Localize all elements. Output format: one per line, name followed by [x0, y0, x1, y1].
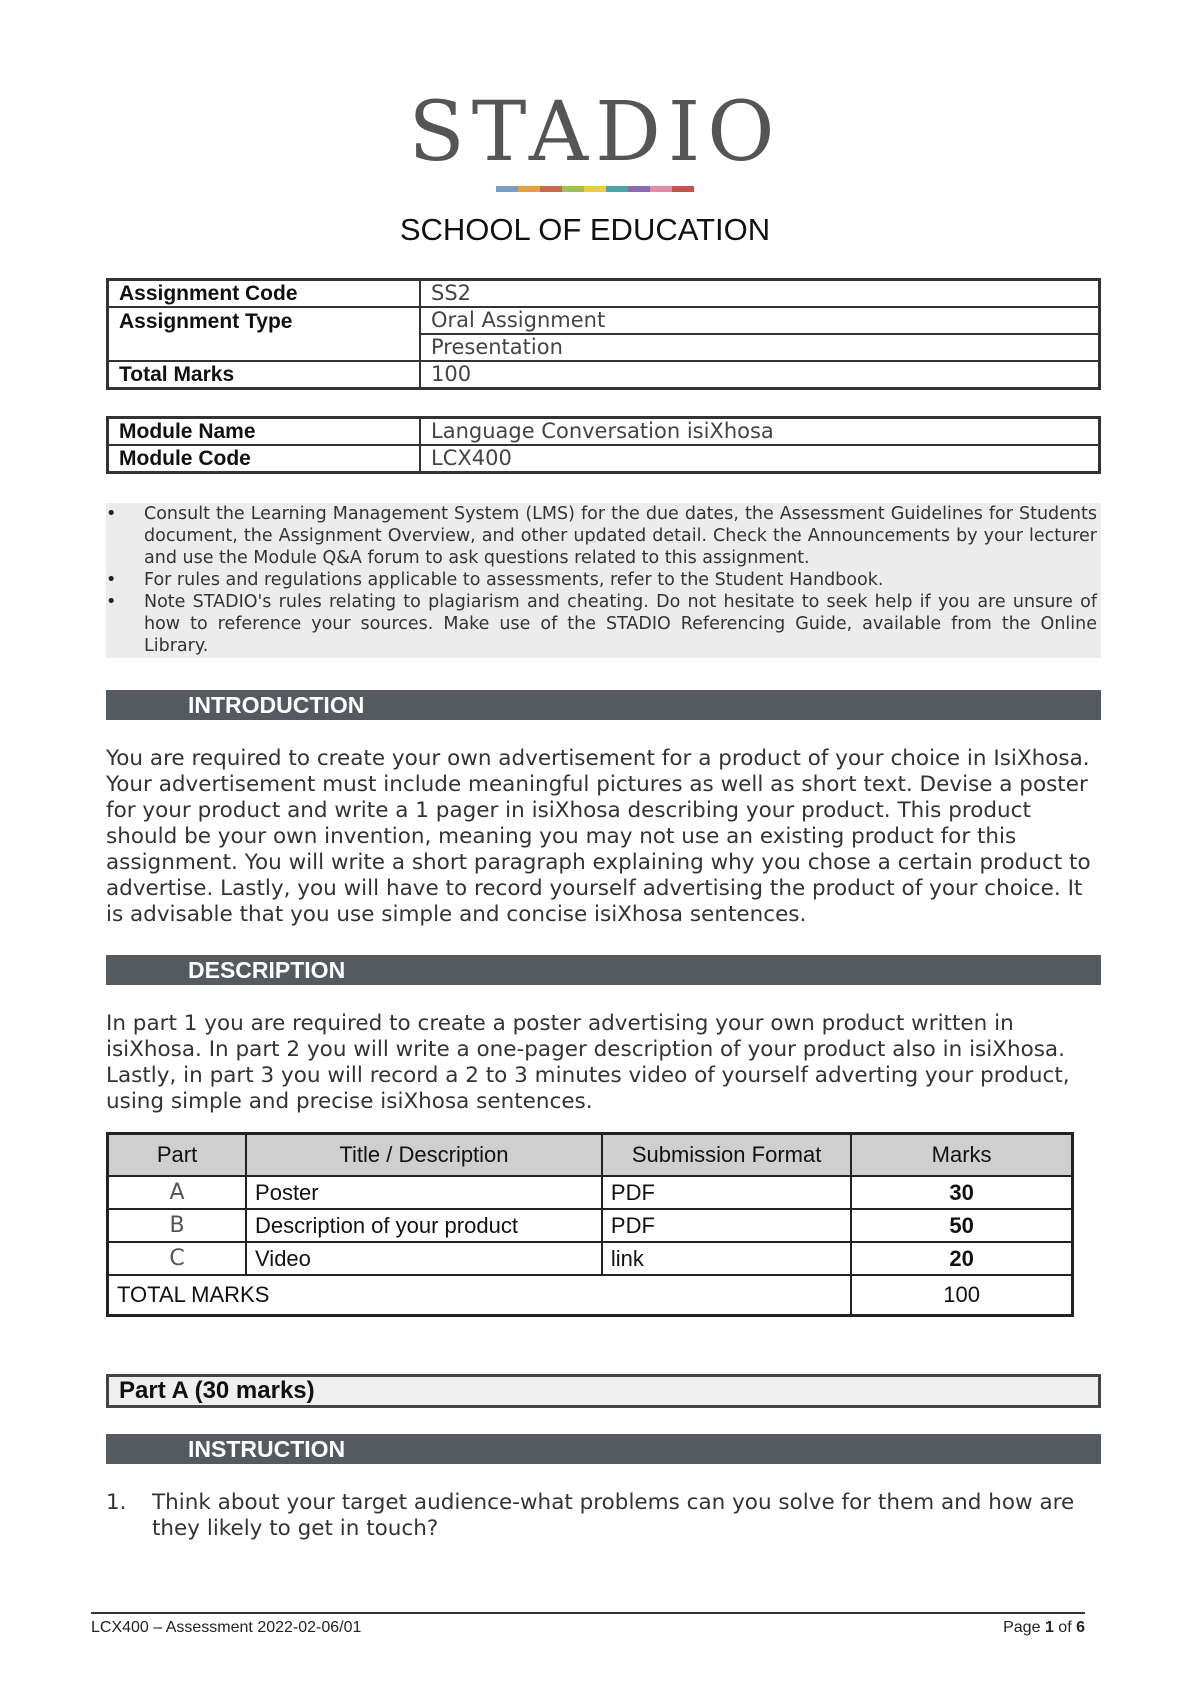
note-item: • Note STADIO's rules relating to plagiarism and cheating. Do not hesitate to seek help if you are unsure of how to reference your sources. Make use of the STADIO Referencing Guide, available from the Online Library.	[106, 591, 1101, 657]
row-title: Description of your product	[246, 1209, 602, 1242]
guidelines-notes	[106, 503, 1101, 658]
total-marks-value: 100	[420, 361, 1100, 389]
total-row	[108, 1275, 1073, 1316]
footer-divider	[91, 1612, 1085, 1614]
module-name-label: Module Name	[108, 418, 421, 446]
row-marks: 20	[851, 1242, 1072, 1275]
logo-color-stripe	[360, 186, 830, 192]
assignment-type-label-continued	[108, 334, 421, 361]
list-item-number: 1.	[106, 1490, 127, 1515]
assignment-type-label: Assignment Type	[108, 307, 421, 334]
marks-header-row	[108, 1134, 1073, 1177]
row-marks: 30	[851, 1176, 1072, 1209]
assignment-code-label: Assignment Code	[108, 280, 421, 308]
footer-document-ref: LCX400 – Assessment 2022-02-06/01	[91, 1619, 362, 1636]
footer-total-pages: 6	[1076, 1619, 1085, 1636]
table-row	[108, 1176, 1073, 1209]
row-title: Poster	[246, 1176, 602, 1209]
logo-stripe-segment	[650, 186, 672, 192]
footer-page-number	[900, 1619, 1085, 1637]
description-text: In part 1 you are required to create a poster advertising your own product written in isiXhosa. In part 2 you will write a one-pager description of your product also in isiXhosa. Lastly, in part 3 you will record a 2 to 3 minutes video of yourself adverting your product, using simple and precise isiXhosa sentences.	[106, 1011, 1070, 1114]
assignment-info-table	[106, 278, 1101, 390]
description-heading: DESCRIPTION	[106, 955, 1101, 985]
row-marks: 50	[851, 1209, 1072, 1242]
logo-stripe-segment	[606, 186, 628, 192]
footer-page-word: Page	[1003, 1619, 1041, 1636]
footer-current-page: 1	[1044, 1619, 1054, 1636]
logo-stripe-segment	[518, 186, 540, 192]
footer-of-word: of	[1058, 1619, 1072, 1636]
list-item-text: Think about your target audience-what problems can you solve for them and how are they likely to get in touch?	[152, 1490, 1075, 1541]
introduction-heading: INTRODUCTION	[106, 690, 1101, 720]
row-format: PDF	[602, 1176, 851, 1209]
logo-stripe-segment	[672, 186, 694, 192]
header-marks: Marks	[851, 1134, 1072, 1177]
header-title: Title / Description	[246, 1134, 602, 1177]
instruction-heading: INSTRUCTION	[106, 1434, 1101, 1464]
note-item: • For rules and regulations applicable to assessments, refer to the Student Handbook.	[106, 569, 1101, 591]
instruction-list	[106, 1490, 1101, 1542]
module-name-value: Language Conversation isiXhosa	[420, 418, 1100, 446]
note-item: • Consult the Learning Management System (LMS) for the due dates, the Assessment Guidelines for Students document, the Assignment Overview, and other updated detail. Check the Announcements by your lecturer and use the Module Q&A forum to ask questions related to this assignment.	[106, 503, 1101, 569]
module-info-table	[106, 416, 1101, 474]
assignment-code-value: SS2	[420, 280, 1100, 308]
header-format: Submission Format	[602, 1134, 851, 1177]
logo-stripe-segment	[540, 186, 562, 192]
introduction-text: You are required to create your own advertisement for a product of your choice in IsiXhosa. Your advertisement must include meaningful pictures as well as short text. Devise a poster for your product and write a 1 pager in isiXhosa describing your product. This product should be your own invention, meaning you may not use an existing product for this assignment. You will write a short paragraph explaining why you chose a certain product to advertise. Lastly, you will have to record yourself advertising the product of your choice. It is advisable that you use simple and concise isiXhosa sentences.	[106, 746, 1091, 927]
total-marks-row-label: TOTAL MARKS	[108, 1275, 852, 1316]
total-marks-label: Total Marks	[108, 361, 421, 389]
row-format: link	[602, 1242, 851, 1275]
part-a-heading: Part A (30 marks)	[106, 1374, 1101, 1408]
table-row	[108, 1209, 1073, 1242]
row-part: B	[108, 1209, 247, 1242]
logo-stripe-segment	[628, 186, 650, 192]
notes-list	[106, 503, 1101, 657]
list-item	[106, 1490, 1101, 1542]
logo-stripe-segment	[562, 186, 584, 192]
row-title: Video	[246, 1242, 602, 1275]
logo-stripe-segment	[584, 186, 606, 192]
total-marks-row-value: 100	[851, 1275, 1072, 1316]
logo-stripe-segment	[496, 186, 518, 192]
assignment-type-value: Oral Assignment	[420, 307, 1100, 334]
school-title: SCHOOL OF EDUCATION	[399, 212, 771, 247]
module-code-value: LCX400	[420, 445, 1100, 473]
logo-wordmark: STADIO	[408, 85, 782, 180]
module-code-label: Module Code	[108, 445, 421, 473]
header-part: Part	[108, 1134, 247, 1177]
marks-table	[106, 1132, 1074, 1317]
stadio-logo	[360, 85, 830, 206]
row-part: A	[108, 1176, 247, 1209]
row-part: C	[108, 1242, 247, 1275]
table-row	[108, 1242, 1073, 1275]
assignment-type-value-2: Presentation	[420, 334, 1100, 361]
row-format: PDF	[602, 1209, 851, 1242]
